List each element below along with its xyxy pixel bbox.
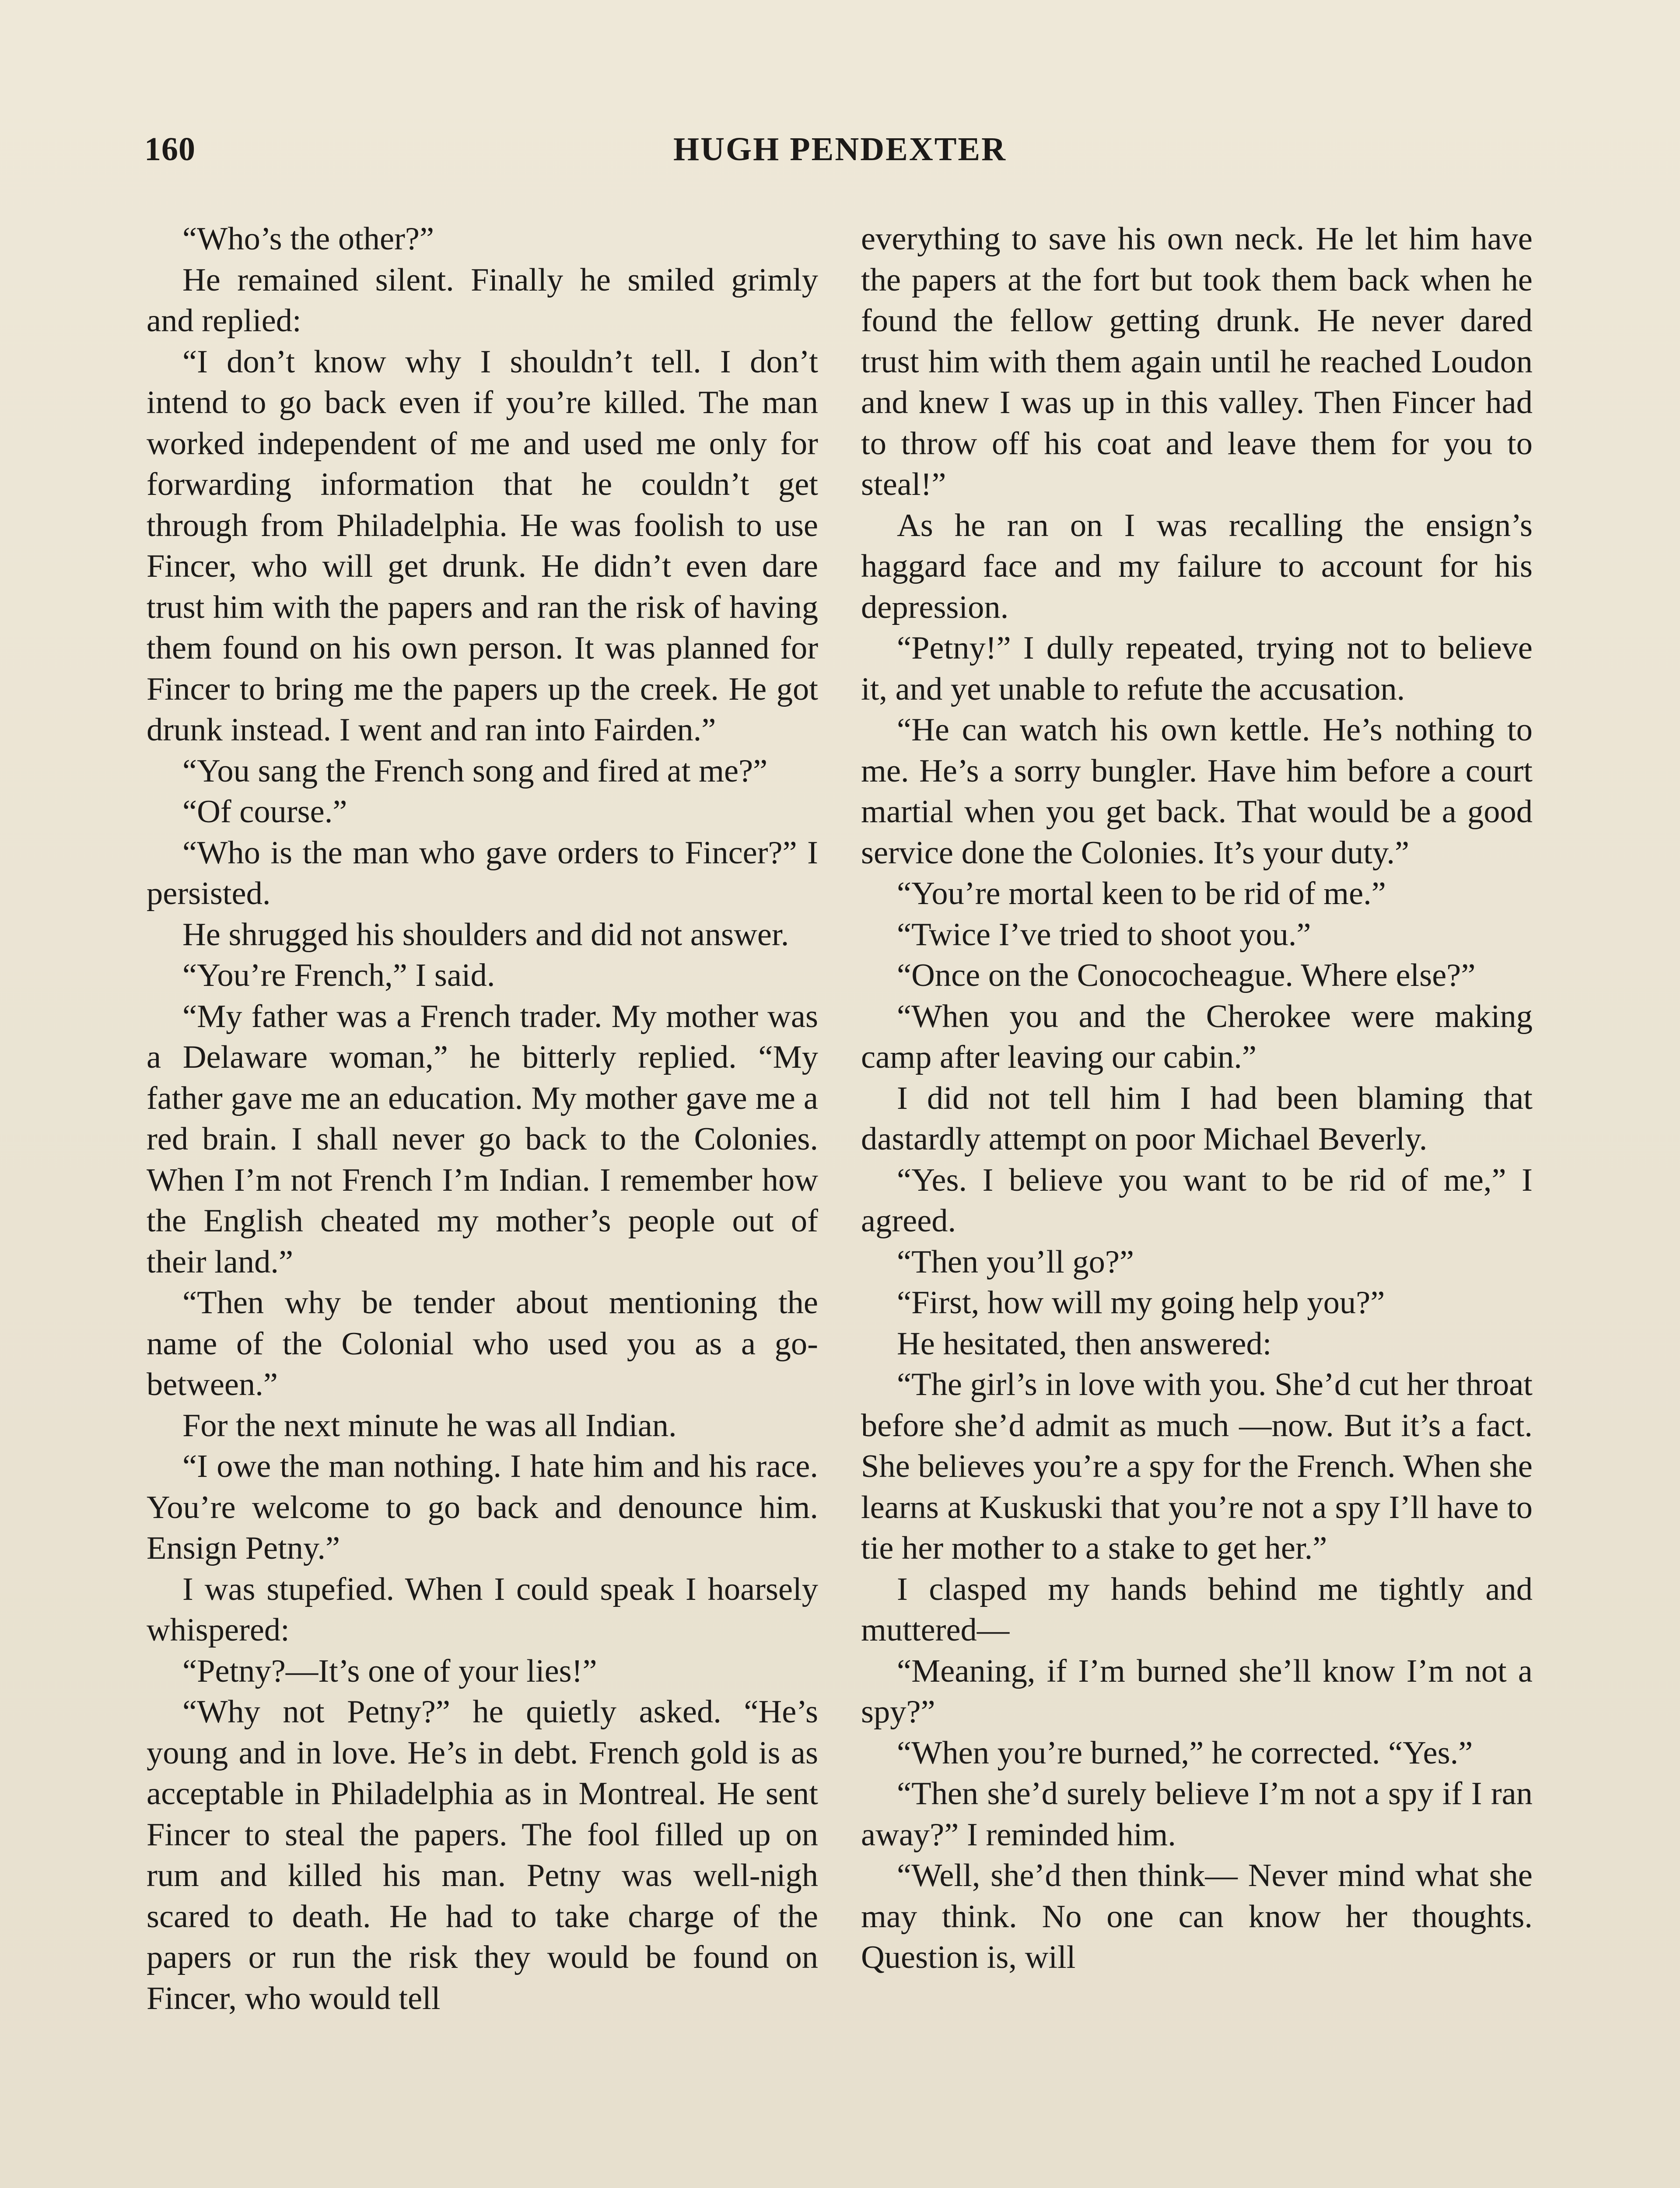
paragraph: “When you and the Cherokee were making camp after leaving our cabin.” [861,998,1533,1075]
paragraph: “Of course.” [182,794,347,830]
paragraph: “Then she’d surely believe I’m not a spy if I ran away?” I reminded him. [861,1776,1533,1853]
page-number: 160 [144,131,196,168]
paragraph: “First, how will my going help you?” [897,1285,1385,1321]
paragraph: “You sang the French song and fired at me?” [182,753,768,789]
paragraph: “Petny?—It’s one of your lies!” [182,1653,597,1689]
paragraph: He hesitated, then answered: [897,1325,1272,1362]
paragraph: everything to save his own neck. He let him have the papers at the fort but took them back when he found the fellow getting drunk. He never dared trust him with them again until he reached Loudon and knew I was up in this valley. Then Fincer had to throw off his coat and leave them for you to steal!” [861,221,1533,502]
paragraph: “I don’t know why I shouldn’t tell. I don’t intend to go back even if you’re killed. The man worked independent of me and used me only for forwarding information that he couldn’t get through from Philadelphia. He was foolish to use Fincer, who will get drunk. He didn’t even dare trust him with the papers and ran the risk of having them found on his own person. It was planned for Fincer to bring me the papers up the creek. He got drunk instead. I went and ran into Fairden.” [147,344,818,748]
running-title: HUGH PENDEXTER [673,131,1007,168]
paragraph: “Twice I’ve tried to shoot you.” [897,916,1311,953]
text-column-left [147,219,818,2019]
paragraph: He remained silent. Finally he smiled grimly and replied: [147,262,818,339]
paragraph: “Once on the Conococheague. Where else?” [897,957,1476,993]
paragraph: As he ran on I was recalling the ensign’s haggard face and my failure to account for his depression. [861,507,1533,625]
paragraph: “Well, she’d then think— Never mind what she may think. No one can know her thoughts. Question is, will [861,1858,1533,1975]
paragraph: “You’re mortal keen to be rid of me.” [897,876,1386,912]
paragraph: I clasped my hands behind me tightly and muttered— [861,1571,1533,1648]
paragraph: “Then why be tender about mentioning the name of the Colonial who used you as a go-between.” [147,1285,818,1403]
paragraph: “Meaning, if I’m burned she’ll know I’m not a spy?” [861,1653,1533,1730]
paragraph: “Petny!” I dully repeated, trying not to believe it, and yet unable to refute the accusation. [861,630,1533,707]
paragraph: For the next minute he was all Indian. [182,1407,677,1444]
paragraph: “When you’re burned,” he corrected. “Yes.” [897,1735,1473,1771]
paragraph: “Yes. I believe you want to be rid of me,” I agreed. [861,1162,1533,1239]
paragraph: “You’re French,” I said. [182,957,495,993]
paragraph: I was stupefied. When I could speak I hoarsely whispered: [147,1571,818,1648]
paragraph: “He can watch his own kettle. He’s nothing to me. He’s a sorry bungler. Have him before a court martial when you get back. That would be a good service done the Colonies. It’s your duty.” [861,712,1533,871]
paragraph: “Who’s the other?” [182,221,434,257]
paragraph: I did not tell him I had been blaming that dastardly attempt on poor Michael Beverly. [861,1080,1533,1157]
paragraph: “The girl’s in love with you. She’d cut her throat before she’d admit as much —now. But it’s a fact. She believes you’re a spy for the French. When she learns at Kuskuski that you’re not a spy I’ll have to tie her mother to a stake to get her.” [861,1367,1533,1566]
paragraph: “My father was a French trader. My mother was a Delaware woman,” he bitterly replied. “My father gave me an education. My mother gave me a red brain. I shall never go back to the Colonies. When I’m not French I’m Indian. I remember how the English cheated my mother’s people out of their land.” [147,998,818,1280]
text-column-right [861,219,1533,1978]
paragraph: “I owe the man nothing. I hate him and his race. You’re welcome to go back and denounce him. Ensign Petny.” [147,1448,818,1566]
page-header [144,130,1536,179]
paragraph: “Why not Petny?” he quietly asked. “He’s young and in love. He’s in debt. French gold is as acceptable in Philadelphia as in Montreal. He sent Fincer to steal the papers. The fool filled up on rum and killed his man. Petny was well-nigh scared to death. He had to take charge of the papers or run the risk they would be found on Fincer, who would tell [147,1694,818,2016]
paragraph: “Then you’ll go?” [897,1244,1134,1280]
paragraph: “Who is the man who gave orders to Fincer?” I persisted. [147,835,818,912]
paragraph: He shrugged his shoulders and did not answer. [182,916,789,953]
